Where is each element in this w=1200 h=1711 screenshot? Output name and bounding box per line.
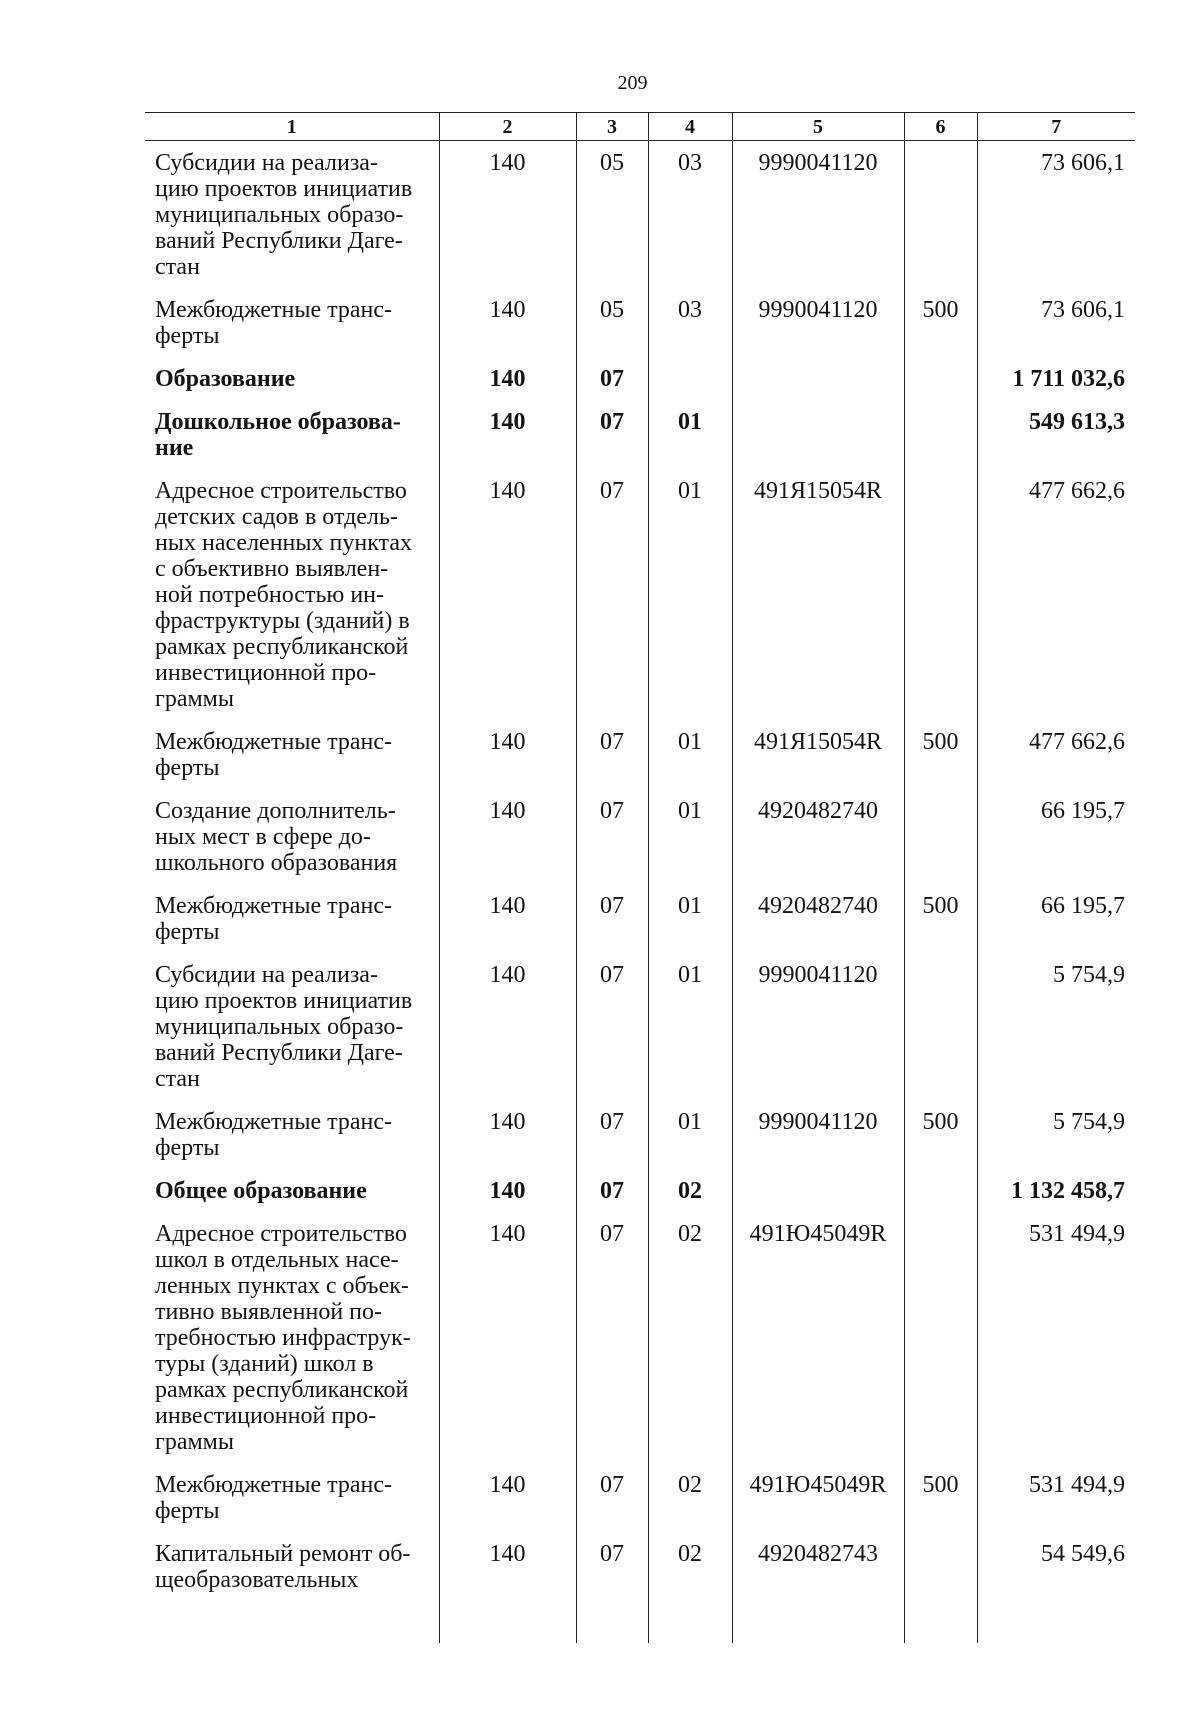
target-article-cell bbox=[732, 357, 904, 400]
subsection-cell: 03 bbox=[648, 288, 732, 357]
empty-cell bbox=[439, 1601, 576, 1643]
target-article-cell bbox=[732, 400, 904, 469]
subsection-cell: 02 bbox=[648, 1169, 732, 1212]
amount-cell: 66 195,7 bbox=[977, 789, 1135, 884]
section-cell: 07 bbox=[576, 1463, 648, 1532]
target-article-cell: 491Ю45049R bbox=[732, 1212, 904, 1463]
section-row bbox=[145, 357, 1135, 400]
section-cell: 07 bbox=[576, 953, 648, 1100]
section-cell: 07 bbox=[576, 1169, 648, 1212]
name-cell: Межбюджетные транс- ферты bbox=[155, 1109, 393, 1161]
table-tail-space bbox=[145, 1601, 1135, 1643]
empty-cell bbox=[648, 1601, 732, 1643]
subsection-cell: 01 bbox=[648, 953, 732, 1100]
subsection-cell: 01 bbox=[648, 1100, 732, 1169]
expense-type-cell bbox=[904, 400, 977, 469]
table-row bbox=[145, 1532, 1135, 1601]
section-cell: 07 bbox=[576, 789, 648, 884]
name-cell: Межбюджетные транс- ферты bbox=[155, 1472, 393, 1524]
header-col-6: 6 bbox=[904, 113, 977, 141]
header-col-5: 5 bbox=[732, 113, 904, 141]
empty-cell bbox=[145, 1601, 439, 1643]
name-cell: Субсидии на реализа- цию проектов инициатив муниципальных образо- ваний Республики Даге- стан bbox=[155, 962, 413, 1092]
subsection-cell: 02 bbox=[648, 1532, 732, 1601]
name-cell: Создание дополнитель- ных мест в сфере до- школьного образования bbox=[155, 798, 398, 876]
table-row bbox=[145, 1212, 1135, 1463]
amount-cell: 73 606,1 bbox=[977, 288, 1135, 357]
target-article-cell: 491Ю45049R bbox=[732, 1463, 904, 1532]
expense-type-cell: 500 bbox=[904, 1463, 977, 1532]
amount-cell: 73 606,1 bbox=[977, 141, 1135, 289]
amount-cell: 1 132 458,7 bbox=[977, 1169, 1135, 1212]
subsection-cell: 01 bbox=[648, 789, 732, 884]
section-cell: 07 bbox=[576, 884, 648, 953]
ministry-code-cell: 140 bbox=[439, 884, 576, 953]
expense-type-cell: 500 bbox=[904, 288, 977, 357]
section-cell: 07 bbox=[576, 357, 648, 400]
target-article-cell: 9990041120 bbox=[732, 141, 904, 289]
expense-type-cell bbox=[904, 141, 977, 289]
subsection-cell: 02 bbox=[648, 1463, 732, 1532]
name-cell: Межбюджетные транс- ферты bbox=[155, 297, 393, 349]
target-article-cell: 491Я15054R bbox=[732, 469, 904, 720]
section-row bbox=[145, 400, 1135, 469]
ministry-code-cell: 140 bbox=[439, 1212, 576, 1463]
name-cell: Адресное строительство школ в отдельных насе- ленных пунктах с объек- тивно выявленной по- требностью инфраструк- туры (зданий) школ в рамках республиканской инвестиционной про- граммы bbox=[155, 1221, 411, 1455]
target-article-cell: 9990041120 bbox=[732, 953, 904, 1100]
expense-type-cell: 500 bbox=[904, 720, 977, 789]
section-cell: 05 bbox=[576, 288, 648, 357]
name-cell: Межбюджетные транс- ферты bbox=[155, 893, 393, 945]
name-cell: Дошкольное образова- ние bbox=[155, 409, 401, 461]
section-cell: 07 bbox=[576, 720, 648, 789]
target-article-cell: 4920482740 bbox=[732, 789, 904, 884]
ministry-code-cell: 140 bbox=[439, 1532, 576, 1601]
table-row bbox=[145, 720, 1135, 789]
name-cell: Адресное строительство детских садов в отдель- ных населенных пунктах с объективно выявлен- ной потребностью ин- фраструктуры (зданий) в рамках республиканской инвестиционной про- граммы bbox=[155, 478, 412, 712]
name-cell: Капитальный ремонт об- щеобразовательных bbox=[155, 1541, 411, 1593]
expense-type-cell bbox=[904, 1532, 977, 1601]
subsection-cell: 01 bbox=[648, 469, 732, 720]
name-cell: Образование bbox=[155, 366, 296, 392]
name-cell: Межбюджетные транс- ферты bbox=[155, 729, 393, 781]
target-article-cell bbox=[732, 1169, 904, 1212]
expense-type-cell bbox=[904, 953, 977, 1100]
table-body bbox=[145, 141, 1135, 1644]
target-article-cell: 9990041120 bbox=[732, 288, 904, 357]
table-row bbox=[145, 288, 1135, 357]
header-col-2: 2 bbox=[439, 113, 576, 141]
expense-type-cell bbox=[904, 357, 977, 400]
target-article-cell: 491Я15054R bbox=[732, 720, 904, 789]
section-cell: 07 bbox=[576, 400, 648, 469]
subsection-cell bbox=[648, 357, 732, 400]
budget-table bbox=[145, 112, 1135, 1643]
amount-cell: 477 662,6 bbox=[977, 469, 1135, 720]
ministry-code-cell: 140 bbox=[439, 1463, 576, 1532]
expense-type-cell: 500 bbox=[904, 884, 977, 953]
ministry-code-cell: 140 bbox=[439, 469, 576, 720]
expense-type-cell bbox=[904, 469, 977, 720]
header-row bbox=[145, 113, 1135, 141]
target-article-cell: 4920482740 bbox=[732, 884, 904, 953]
empty-cell bbox=[576, 1601, 648, 1643]
ministry-code-cell: 140 bbox=[439, 720, 576, 789]
table-row bbox=[145, 469, 1135, 720]
section-cell: 07 bbox=[576, 1100, 648, 1169]
section-cell: 07 bbox=[576, 1532, 648, 1601]
table-row bbox=[145, 789, 1135, 884]
subsection-cell: 03 bbox=[648, 141, 732, 289]
amount-cell: 477 662,6 bbox=[977, 720, 1135, 789]
header-col-3: 3 bbox=[576, 113, 648, 141]
table-row bbox=[145, 1463, 1135, 1532]
ministry-code-cell: 140 bbox=[439, 1169, 576, 1212]
expense-type-cell bbox=[904, 789, 977, 884]
amount-cell: 54 549,6 bbox=[977, 1532, 1135, 1601]
subsection-cell: 01 bbox=[648, 720, 732, 789]
ministry-code-cell: 140 bbox=[439, 288, 576, 357]
subsection-cell: 01 bbox=[648, 400, 732, 469]
header-col-4: 4 bbox=[648, 113, 732, 141]
empty-cell bbox=[977, 1601, 1135, 1643]
ministry-code-cell: 140 bbox=[439, 141, 576, 289]
section-row bbox=[145, 1169, 1135, 1212]
subsection-cell: 01 bbox=[648, 884, 732, 953]
table-row bbox=[145, 1100, 1135, 1169]
expense-type-cell: 500 bbox=[904, 1100, 977, 1169]
name-cell: Общее образование bbox=[155, 1178, 367, 1204]
amount-cell: 66 195,7 bbox=[977, 884, 1135, 953]
page-number: 209 bbox=[617, 72, 648, 94]
header-col-7: 7 bbox=[977, 113, 1135, 141]
expense-type-cell bbox=[904, 1212, 977, 1463]
subsection-cell: 02 bbox=[648, 1212, 732, 1463]
empty-cell bbox=[732, 1601, 904, 1643]
amount-cell: 5 754,9 bbox=[977, 953, 1135, 1100]
table-header bbox=[145, 113, 1135, 141]
amount-cell: 549 613,3 bbox=[977, 400, 1135, 469]
target-article-cell: 9990041120 bbox=[732, 1100, 904, 1169]
expense-type-cell bbox=[904, 1169, 977, 1212]
amount-cell: 5 754,9 bbox=[977, 1100, 1135, 1169]
ministry-code-cell: 140 bbox=[439, 1100, 576, 1169]
empty-cell bbox=[904, 1601, 977, 1643]
amount-cell: 531 494,9 bbox=[977, 1463, 1135, 1532]
ministry-code-cell: 140 bbox=[439, 789, 576, 884]
section-cell: 07 bbox=[576, 1212, 648, 1463]
name-cell: Субсидии на реализа- цию проектов инициатив муниципальных образо- ваний Республики Даге- стан bbox=[155, 150, 413, 280]
ministry-code-cell: 140 bbox=[439, 400, 576, 469]
amount-cell: 1 711 032,6 bbox=[977, 357, 1135, 400]
table-row bbox=[145, 884, 1135, 953]
section-cell: 07 bbox=[576, 469, 648, 720]
amount-cell: 531 494,9 bbox=[977, 1212, 1135, 1463]
ministry-code-cell: 140 bbox=[439, 953, 576, 1100]
header-col-1: 1 bbox=[145, 113, 439, 141]
table-row bbox=[145, 141, 1135, 289]
table-row bbox=[145, 953, 1135, 1100]
section-cell: 05 bbox=[576, 141, 648, 289]
ministry-code-cell: 140 bbox=[439, 357, 576, 400]
target-article-cell: 4920482743 bbox=[732, 1532, 904, 1601]
